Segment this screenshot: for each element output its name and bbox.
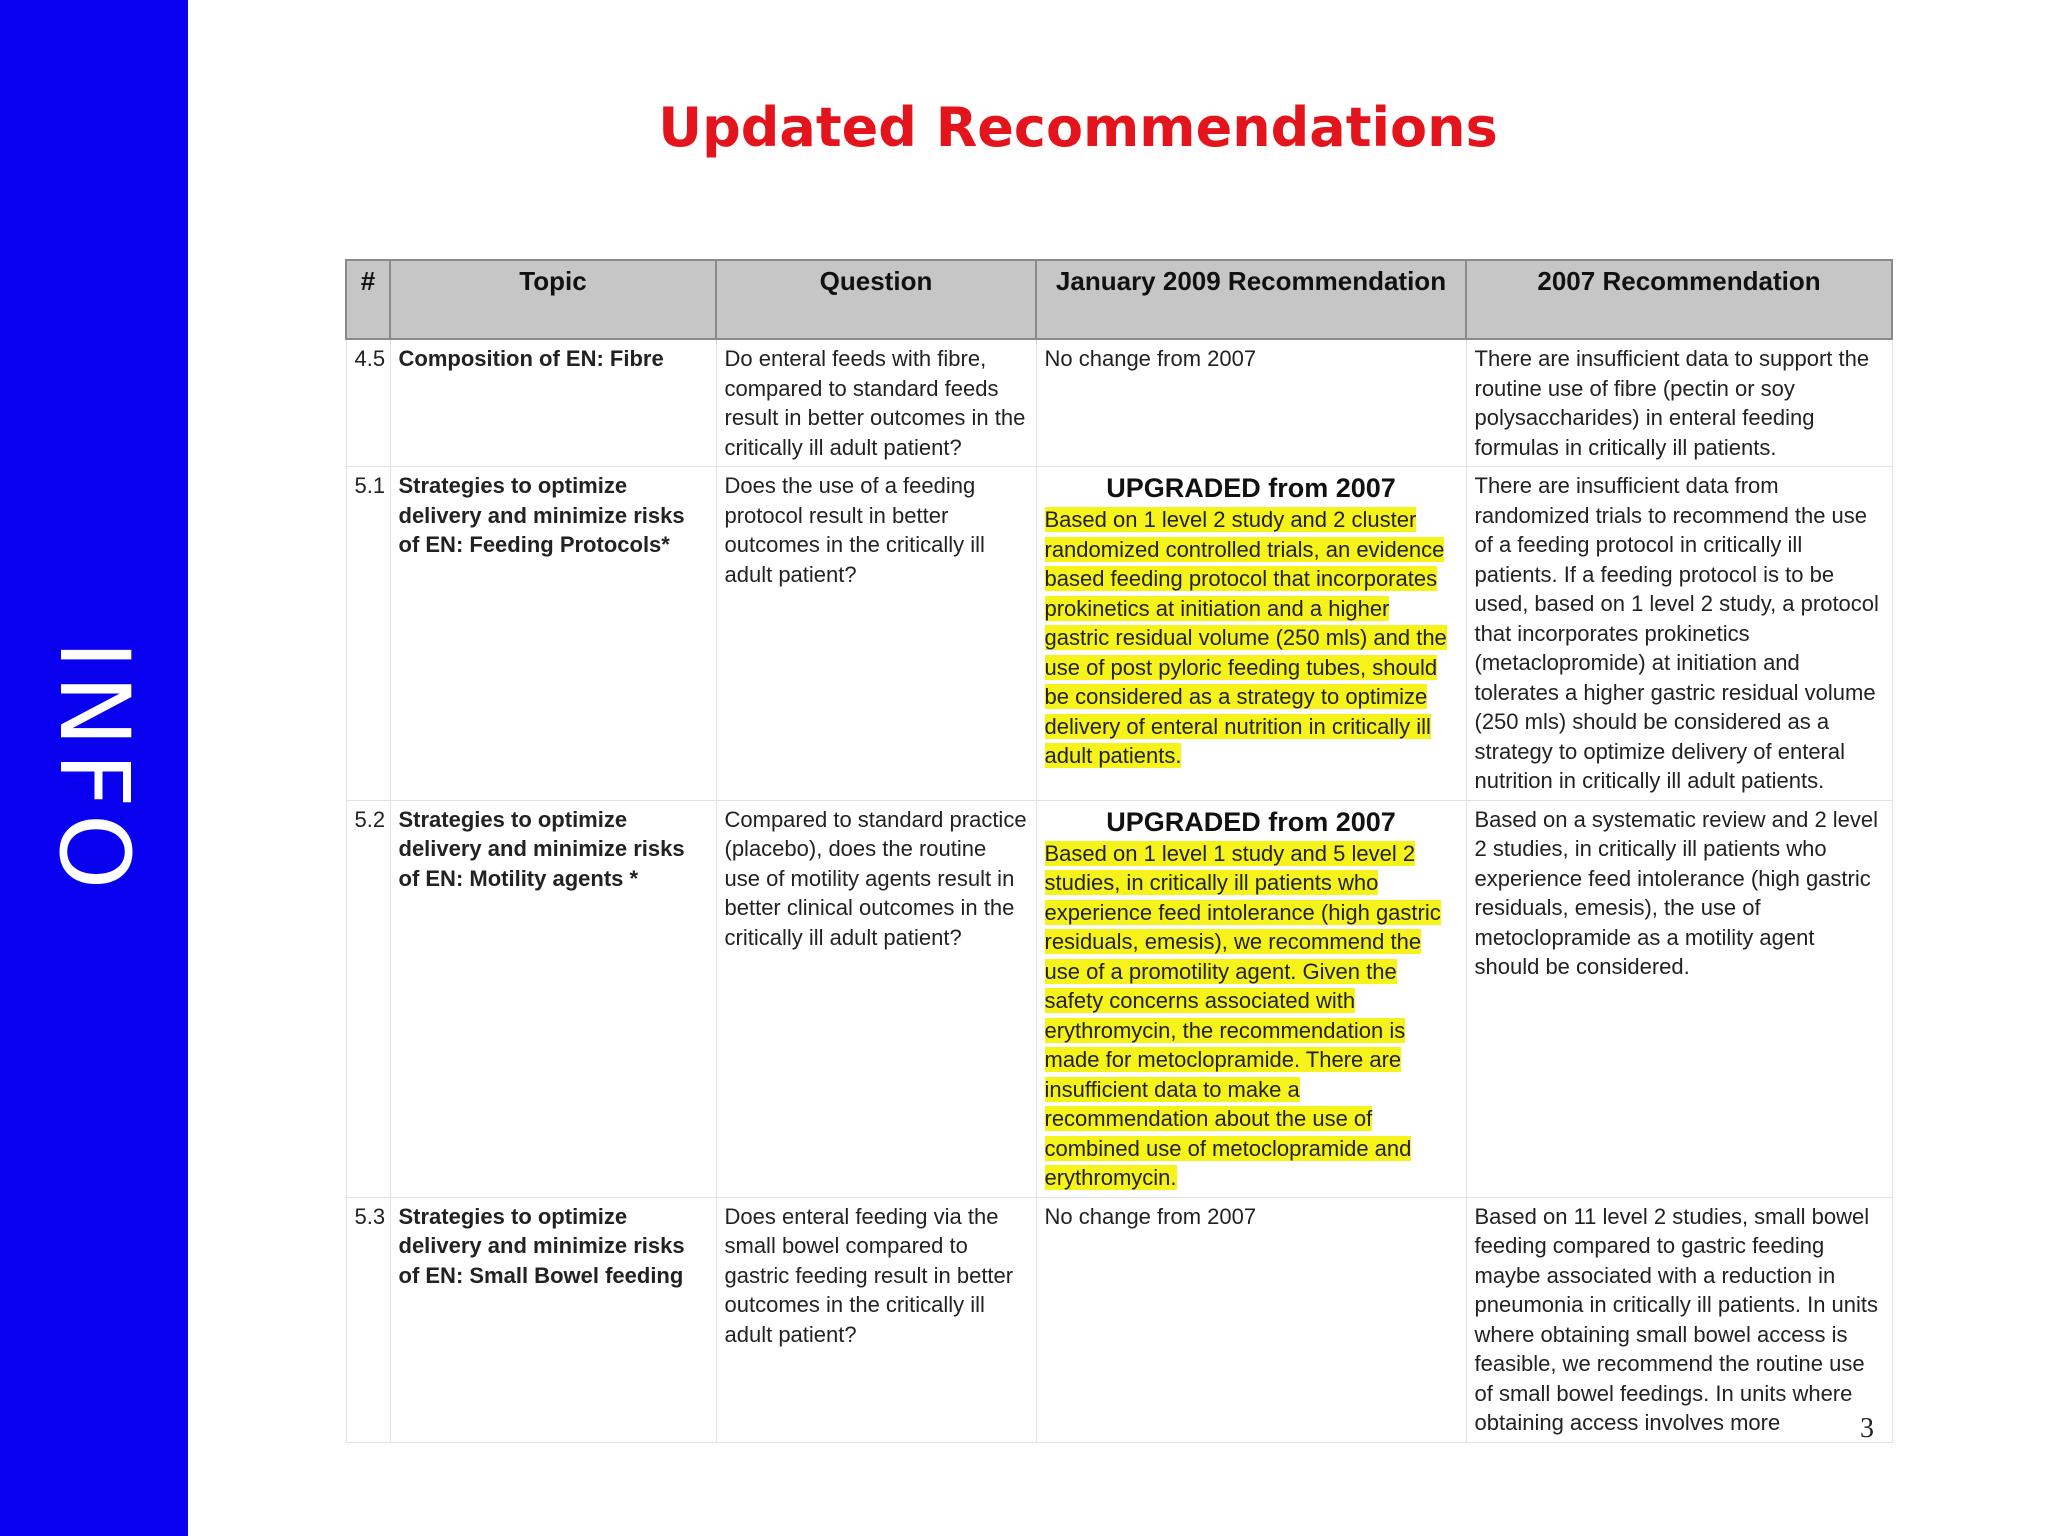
row-2007-recommendation: Based on a systematic review and 2 level 2 studies, in critically ill patients who experience feed intolerance (high gastric residuals, emesis), the use of metoclopramide as a motility agent should be considered. — [1466, 800, 1892, 1197]
table-row — [346, 1197, 1892, 1442]
row-2009-recommendation — [1036, 339, 1466, 467]
row-question: Compared to standard practice (placebo), does the routine use of motility agents result in better clinical outcomes in the critically ill adult patient? — [716, 800, 1036, 1197]
row-number: 5.3 — [346, 1197, 390, 1442]
header-2007-recommendation: 2007 Recommendation — [1466, 260, 1892, 339]
row-question: Does enteral feeding via the small bowel compared to gastric feeding result in better outcomes in the critically ill adult patient? — [716, 1197, 1036, 1442]
rec-2009-highlighted-text: Based on 1 level 2 study and 2 cluster randomized controlled trials, an evidence based feeding protocol that incorporates prokinetics at initiation and a higher gastric residual volume (250 mls) and the use of post pyloric feeding tubes, should be considered as a strategy to optimize delivery of enteral nutrition in critically ill adult patients. — [1044, 507, 1447, 768]
row-topic: Strategies to optimize delivery and minimize risks of EN: Motility agents * — [390, 800, 716, 1197]
table-row — [346, 800, 1892, 1197]
sidebar-label: INFO — [38, 640, 150, 896]
page-title: Updated Recommendations — [658, 96, 1498, 159]
rec-2009-highlighted-text: Based on 1 level 1 study and 5 level 2 studies, in critically ill patients who experience feed intolerance (high gastric residuals, emesis), we recommend the use of a promotility agent. Given the safety concerns associated with erythromycin, the recommendation is made for metoclopramide. There are insufficient data to make a recommendation about the use of combined use of metoclopramide and erythromycin. — [1044, 840, 1441, 1190]
row-2007-recommendation: Based on 11 level 2 studies, small bowel feeding compared to gastric feeding maybe associated with a reduction in pneumonia in critically ill patients. In units where obtaining small bowel access is feasible, we recommend the routine use of small bowel feedings. In units where obtaining access involves more — [1466, 1197, 1892, 1442]
row-number: 5.1 — [346, 467, 390, 801]
rec-2009-text: No change from 2007 — [1044, 346, 1257, 371]
row-question: Does the use of a feeding protocol result in better outcomes in the critically ill adult patient? — [716, 467, 1036, 801]
row-number: 5.2 — [346, 800, 390, 1197]
table-row — [346, 339, 1892, 467]
header-topic: Topic — [390, 260, 716, 339]
row-2009-recommendation — [1036, 1197, 1466, 1442]
rec-2009-text: No change from 2007 — [1044, 1203, 1257, 1229]
recommendations-table — [345, 259, 1893, 1443]
sidebar — [0, 0, 188, 1536]
upgraded-heading: UPGRADED from 2007 — [1106, 806, 1396, 837]
recommendations-table-wrap — [345, 259, 1891, 1443]
row-2007-recommendation: There are insufficient data to support the routine use of fibre (pectin or soy polysaccharides) in enteral feeding formulas in critically ill patients. — [1466, 339, 1892, 467]
header-number: # — [346, 260, 390, 339]
row-topic: Strategies to optimize delivery and minimize risks of EN: Small Bowel feeding — [390, 1197, 716, 1442]
table-row — [346, 467, 1892, 801]
row-question: Do enteral feeds with fibre, compared to standard feeds result in better outcomes in the critically ill adult patient? — [716, 339, 1036, 467]
row-2007-recommendation: There are insufficient data from randomized trials to recommend the use of a feeding protocol in critically ill patients. If a feeding protocol is to be used, based on 1 level 2 study, a protocol that incorporates prokinetics (metaclopromide) at initiation and tolerates a higher gastric residual volume (250 mls) should be considered as a strategy to optimize delivery of enteral nutrition in critically ill adult patients. — [1466, 467, 1892, 801]
row-2009-recommendation — [1036, 800, 1466, 1197]
row-2009-recommendation — [1036, 467, 1466, 801]
row-topic: Composition of EN: Fibre — [390, 339, 716, 467]
page-number: 3 — [1860, 1413, 1874, 1444]
header-2009-recommendation: January 2009 Recommendation — [1036, 260, 1466, 339]
row-number: 4.5 — [346, 339, 390, 467]
row-topic: Strategies to optimize delivery and minimize risks of EN: Feeding Protocols* — [390, 467, 716, 801]
table-header-row — [346, 260, 1892, 339]
header-question: Question — [716, 260, 1036, 339]
upgraded-heading: UPGRADED from 2007 — [1106, 473, 1396, 503]
